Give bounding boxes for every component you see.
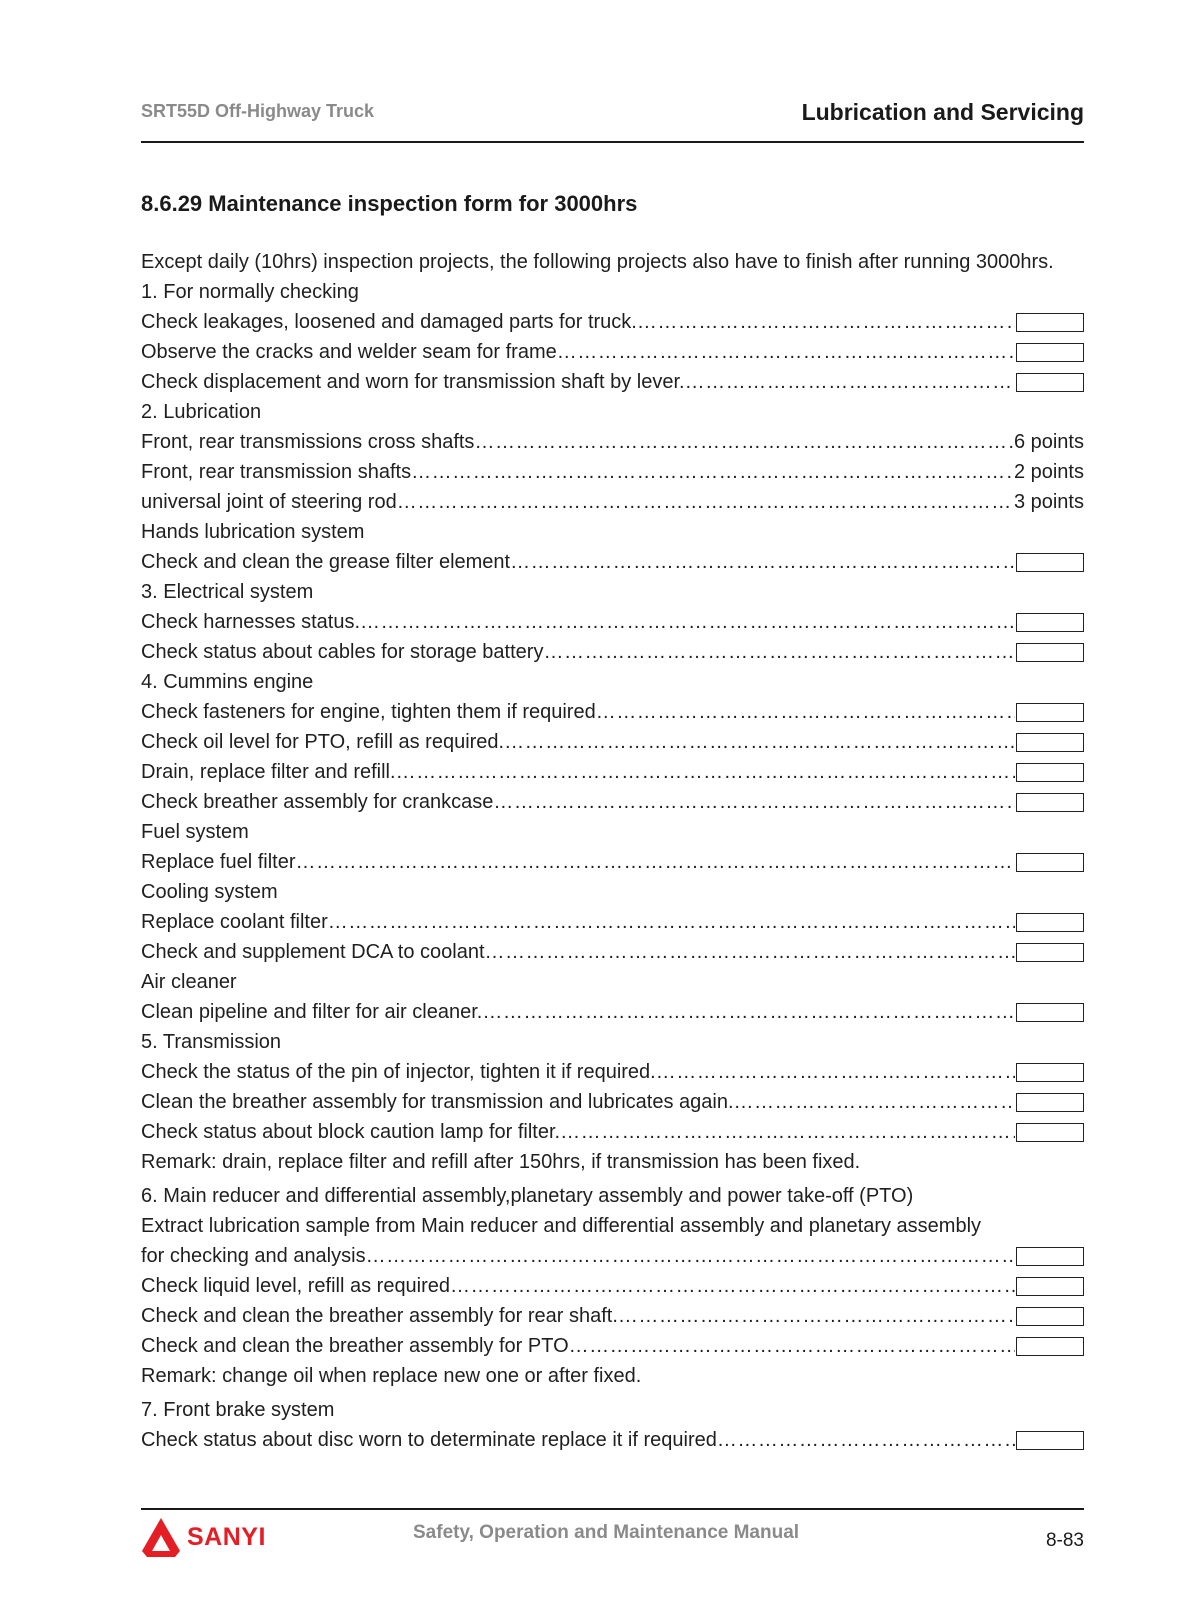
manual-title: Safety, Operation and Maintenance Manual [413, 1522, 800, 1543]
checklist-item [141, 307, 1084, 337]
lubrication-item [141, 487, 1084, 517]
dot-leader [396, 761, 1015, 784]
checklist-item [141, 367, 1084, 397]
check-box[interactable] [1016, 643, 1084, 662]
checklist-item [141, 697, 1084, 727]
points-count: 3 points [1013, 490, 1084, 513]
points-count: 2 points [1013, 460, 1084, 483]
item-label: Replace coolant filter [141, 910, 328, 933]
item-label: Replace fuel filter [141, 850, 296, 873]
check-box[interactable] [1016, 373, 1084, 392]
checklist-item [141, 547, 1084, 577]
check-box[interactable] [1016, 1093, 1084, 1112]
checklist-item [141, 997, 1084, 1027]
item-label: Check breather assembly for crankcase [141, 790, 494, 813]
manual-page [141, 0, 1084, 1616]
item-label: Check leakages, loosened and damaged parts for truck. [141, 310, 637, 333]
checklist-item [141, 1271, 1084, 1301]
dot-leader [557, 341, 1015, 364]
check-box[interactable] [1016, 853, 1084, 872]
dot-leader [685, 371, 1015, 394]
check-box[interactable] [1016, 613, 1084, 632]
dot-leader [485, 941, 1015, 964]
checklist-item [141, 1425, 1084, 1455]
remark-note: Remark: drain, replace filter and refill after 150hrs, if transmission has been fixed. [141, 1151, 861, 1173]
checklist-item [141, 847, 1084, 877]
chapter-title: Lubrication and Servicing [801, 99, 1084, 125]
check-box[interactable] [1016, 913, 1084, 932]
checklist-item [141, 1301, 1084, 1331]
dot-leader [656, 1061, 1015, 1084]
intro-paragraph: Except daily (10hrs) inspection projects, the following projects also have to finish after running 3000hrs. [141, 251, 1054, 273]
item-label: Drain, replace filter and refill. [141, 760, 396, 783]
section-heading: 3. Electrical system [141, 581, 314, 603]
check-box[interactable] [1016, 793, 1084, 812]
page-header [141, 96, 1084, 143]
section-heading: 6. Main reducer and differential assembly,planetary assembly and power take-off (PTO) [141, 1185, 914, 1207]
item-label: Check and clean the breather assembly for rear shaft. [141, 1304, 618, 1327]
sub-heading: Air cleaner [141, 971, 237, 993]
section-heading: 5. Transmission [141, 1031, 282, 1053]
item-label: Check oil level for PTO, refill as required. [141, 730, 505, 753]
check-box[interactable] [1016, 1431, 1084, 1450]
section-heading: 2. Lubrication [141, 401, 262, 423]
item-label: Check harnesses status. [141, 610, 360, 633]
dot-leader [366, 1245, 1015, 1268]
item-label: Check status about block caution lamp for filter. [141, 1120, 561, 1143]
item-label: Check status about disc worn to determinate replace it if required [141, 1428, 717, 1451]
points-count: 6 points [1013, 430, 1084, 453]
item-label: universal joint of steering rod [141, 490, 397, 513]
checklist-item [141, 607, 1084, 637]
checklist-item [141, 757, 1084, 787]
dot-leader [482, 1001, 1015, 1024]
check-box[interactable] [1016, 1063, 1084, 1082]
dot-leader [504, 731, 1015, 754]
item-label: Check and clean the breather assembly for PTO [141, 1334, 569, 1357]
check-box[interactable] [1016, 1307, 1084, 1326]
item-label: Front, rear transmission shafts [141, 460, 412, 483]
checklist-item [141, 1057, 1084, 1087]
check-box[interactable] [1016, 553, 1084, 572]
check-box[interactable] [1016, 943, 1084, 962]
item-label: Clean the breather assembly for transmission and lubricates again. [141, 1090, 734, 1113]
lubrication-item [141, 427, 1084, 457]
sub-heading: Hands lubrication system [141, 521, 365, 543]
check-box[interactable] [1016, 733, 1084, 752]
item-text-line: Extract lubrication sample from Main reducer and differential assembly and planetary assembly [141, 1215, 982, 1237]
item-label: Check the status of the pin of injector, tighten it if required. [141, 1060, 656, 1083]
check-box[interactable] [1016, 703, 1084, 722]
item-label: for checking and analysis [141, 1244, 366, 1267]
lubrication-item [141, 457, 1084, 487]
check-box[interactable] [1016, 1337, 1084, 1356]
check-box[interactable] [1016, 1277, 1084, 1296]
dot-leader [328, 911, 1015, 934]
section-heading: 1. For normally checking [141, 281, 359, 303]
section-heading: 4. Cummins engine [141, 671, 314, 693]
checklist-item [141, 1241, 1084, 1271]
dot-leader [397, 491, 1014, 514]
page-number: 8-83 [1045, 1530, 1084, 1551]
remark-note: Remark: change oil when replace new one or after fixed. [141, 1365, 642, 1387]
sub-heading: Fuel system [141, 821, 249, 843]
dot-leader [637, 311, 1015, 334]
item-label: Check displacement and worn for transmission shaft by lever. [141, 370, 685, 393]
checklist-item [141, 1087, 1084, 1117]
check-box[interactable] [1016, 1003, 1084, 1022]
dot-leader [543, 641, 1015, 664]
item-label: Observe the cracks and welder seam for frame [141, 340, 557, 363]
checklist-item [141, 937, 1084, 967]
item-label: Front, rear transmissions cross shafts [141, 430, 475, 453]
sanyi-emblem-icon [139, 1515, 183, 1559]
checklist-item [141, 1331, 1084, 1361]
inspection-form [141, 247, 1084, 1455]
checklist-item [141, 727, 1084, 757]
dot-leader [560, 1121, 1015, 1144]
sub-heading: Cooling system [141, 881, 278, 903]
dot-leader [569, 1335, 1015, 1358]
dot-leader [717, 1429, 1015, 1452]
dot-leader [510, 551, 1015, 574]
section-heading: 7. Front brake system [141, 1399, 335, 1421]
checklist-item [141, 337, 1084, 367]
section-title: 8.6.29 Maintenance inspection form for 3000hrs [141, 191, 638, 216]
check-box[interactable] [1016, 313, 1084, 332]
page-footer [141, 1508, 1084, 1570]
dot-leader [474, 431, 1014, 454]
checklist-item [141, 787, 1084, 817]
item-label: Check fasteners for engine, tighten them if required [141, 700, 596, 723]
item-label: Check and supplement DCA to coolant [141, 940, 485, 963]
dot-leader [450, 1275, 1015, 1298]
item-label: Check status about cables for storage battery [141, 640, 544, 663]
dot-leader [734, 1091, 1015, 1114]
document-title: SRT55D Off-Highway Truck [141, 101, 375, 121]
checklist-item [141, 637, 1084, 667]
logo-text: SANYI [187, 1522, 266, 1551]
check-box[interactable] [1016, 763, 1084, 782]
item-label: Check and clean the grease filter element [141, 550, 511, 573]
dot-leader [493, 791, 1015, 814]
check-box[interactable] [1016, 1247, 1084, 1266]
item-label: Clean pipeline and filter for air cleaner. [141, 1000, 483, 1023]
dot-leader [360, 611, 1015, 634]
sanyi-logo [139, 1514, 266, 1560]
checklist-item [141, 907, 1084, 937]
check-box[interactable] [1016, 1123, 1084, 1142]
checklist-item [141, 1117, 1084, 1147]
dot-leader [618, 1305, 1015, 1328]
dot-leader [596, 701, 1015, 724]
check-box[interactable] [1016, 343, 1084, 362]
dot-leader [296, 851, 1015, 874]
item-label: Check liquid level, refill as required [141, 1274, 451, 1297]
dot-leader [411, 461, 1014, 484]
